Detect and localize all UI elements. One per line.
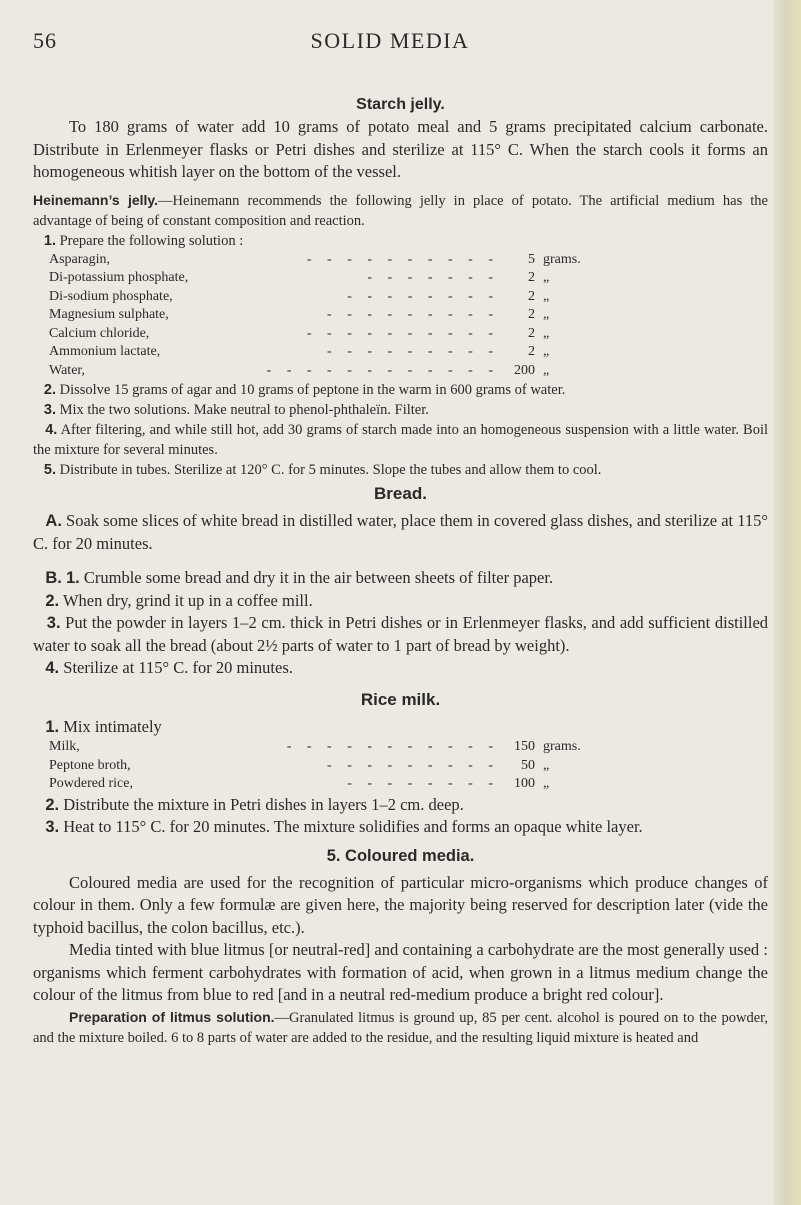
heinemann-solution-table xyxy=(49,251,581,381)
litmus-paragraph xyxy=(33,1007,768,1048)
starch-paragraph: To 180 grams of water add 10 grams of potato meal and 5 grams precipitated calcium carbonate. Distribute in Erlenmeyer flasks or Petri dishes and sterilize at 115° C. When the starch cools it forms an homogeneous whitish layer on the bottom of the vessel. xyxy=(33,117,768,181)
heinemann-intro: —Heinemann recommends the following jelly in place of potato. The artificial medium has the advantage of being of constant composition and reaction. xyxy=(33,192,768,229)
bread-step-b2: 2. When dry, grind it up in a coffee mill. xyxy=(45,590,313,610)
solution-row: Ammonium lactate, - - - - - - - - - 2 „ xyxy=(49,344,550,359)
bread-heading: Bread. xyxy=(374,484,427,503)
page-edge-shadow xyxy=(773,0,801,1205)
ingredient-row: Milk, - - - - - - - - - - - 150 grams. xyxy=(49,739,581,754)
ingredient-row: Powdered rice, - - - - - - - - 100 „ xyxy=(49,776,550,791)
solution-row: Calcium chloride, - - - - - - - - - - 2 „ xyxy=(49,325,550,341)
page-body xyxy=(33,96,768,1048)
rice-heading: Rice milk. xyxy=(360,689,441,709)
bread-step-a: A. Soak some slices of white bread in distilled water, place them in covered glass dishes, and sterilize at 115° C. for 20 minutes. xyxy=(33,511,768,553)
solution-row: Asparagin, - - - - - - - - - - 5 grams. xyxy=(49,251,581,267)
bread-step-b4: 4. Sterilize at 115° C. for 20 minutes. xyxy=(45,658,293,677)
bread-step-b3: 3. Put the powder in layers 1–2 cm. thick in Petri dishes or in Erlenmeyer flasks, and add sufficient distilled water to soak all the bread (about 2½ parts of water to 1 part of bread by weight). xyxy=(33,613,769,655)
starch-heading: Starch jelly. xyxy=(356,96,445,113)
litmus-heading: Preparation of litmus solution. xyxy=(69,1008,275,1025)
coloured-paragraph-2: Media tinted with blue litmus [or neutral-red] and containing a carbohydrate are the most generally used : organisms which ferment carbohydrates with formation of acid, when grown in a litmus medium change the colour of the litmus from blue to red [and in a neutral red-medium produce a bright red colour]. xyxy=(33,940,768,1004)
rice-step-2: 2. Distribute the mixture in Petri dishes in layers 1–2 cm. deep. xyxy=(45,794,464,814)
heinemann-step-1: 1. Prepare the following solution : xyxy=(43,232,244,249)
page-header xyxy=(0,28,801,60)
heinemann-paragraph xyxy=(33,190,768,231)
solution-row: Di-potassium phosphate, - - - - - - - 2 „ xyxy=(49,270,550,285)
solution-row: Magnesium sulphate, - - - - - - - - - 2 „ xyxy=(49,307,550,322)
page-number: 56 xyxy=(33,28,57,53)
rice-ingredients-table xyxy=(49,738,581,794)
heinemann-heading: Heinemann’s jelly. xyxy=(33,191,159,208)
heinemann-step-4: 4. After filtering, and while still hot, add 30 grams of starch made into an homogeneous suspension with a little water. Boil the mixture for several minutes. xyxy=(33,422,769,458)
running-head: SOLID MEDIA xyxy=(310,28,470,53)
coloured-paragraph-1: Coloured media are used for the recognition of particular micro-organisms which produce changes of colour in them. Only a few formulæ are given here, the majority being reserved for description later (vide the typhoid bacillus, the colon bacillus, etc.). xyxy=(33,872,768,937)
solution-row: Di-sodium phosphate, - - - - - - - - 2 „ xyxy=(49,288,550,304)
rice-step-1: 1. Mix intimately xyxy=(45,716,162,736)
solution-row: Water, - - - - - - - - - - - - 200 „ xyxy=(49,362,550,378)
litmus-text: —Granulated litmus is ground up, 85 per cent. alcohol is poured on to the powder, and the mixture boiled. 6 to 8 parts of water are added to the residue, and the resulting liquid mixture is heated and xyxy=(33,1009,769,1046)
rice-step-3: 3. Heat to 115° C. for 20 minutes. The mixture solidifies and forms an opaque white layer. xyxy=(45,817,643,836)
bread-step-b1: B. 1. Crumble some bread and dry it in the air between sheets of filter paper. xyxy=(45,568,554,587)
coloured-media-heading: 5. Coloured media. xyxy=(326,846,475,865)
ingredient-row: Peptone broth, - - - - - - - - - 50 „ xyxy=(49,757,550,773)
heinemann-step-5: 5. Distribute in tubes. Sterilize at 120° C. for 5 minutes. Slope the tubes and allow them to cool. xyxy=(43,462,602,478)
heinemann-step-2: 2. Dissolve 15 grams of agar and 10 grams of peptone in the warm in 600 grams of water. xyxy=(43,382,566,398)
heinemann-step-3: 3. Mix the two solutions. Make neutral to phenol-phthaleïn. Filter. xyxy=(43,402,429,418)
